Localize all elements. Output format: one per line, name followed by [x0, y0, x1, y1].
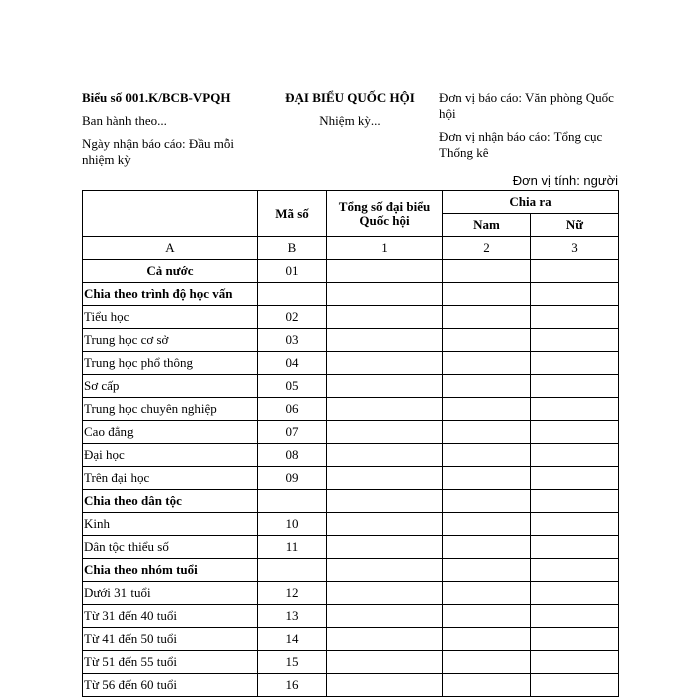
row-label: Trên đại học: [83, 467, 258, 490]
table-row: [83, 260, 619, 283]
row-code: 06: [258, 398, 327, 421]
value-cell: [443, 674, 531, 697]
value-cell: [531, 536, 619, 559]
index-a: A: [83, 237, 258, 260]
table-row: [83, 559, 619, 582]
receiving-unit: Đơn vị nhận báo cáo: Tổng cục Thống kê: [439, 129, 603, 160]
value-cell: [327, 582, 443, 605]
value-cell: [531, 398, 619, 421]
value-cell: [327, 490, 443, 513]
value-cell: [327, 559, 443, 582]
value-cell: [531, 605, 619, 628]
value-cell: [531, 467, 619, 490]
row-code: 04: [258, 352, 327, 375]
header-label-cell: [83, 191, 258, 237]
row-label: Từ 31 đến 40 tuổi: [83, 605, 258, 628]
row-code: 05: [258, 375, 327, 398]
value-cell: [327, 398, 443, 421]
value-cell: [531, 513, 619, 536]
value-cell: [443, 513, 531, 536]
row-code: 07: [258, 421, 327, 444]
value-cell: [443, 306, 531, 329]
unit-label: Đơn vị tính: người: [512, 173, 618, 188]
header-right: [439, 90, 624, 161]
row-label: Chia theo trình độ học vấn: [83, 283, 258, 306]
header-center: [270, 90, 430, 129]
value-cell: [327, 352, 443, 375]
header-left: [82, 90, 257, 168]
value-cell: [443, 421, 531, 444]
row-code: 02: [258, 306, 327, 329]
value-cell: [443, 260, 531, 283]
table-row: [83, 306, 619, 329]
row-code: 11: [258, 536, 327, 559]
table-row: [83, 283, 619, 306]
row-code: 03: [258, 329, 327, 352]
form-id: Biểu số 001.K/BCB-VPQH: [82, 90, 231, 105]
value-cell: [443, 628, 531, 651]
table-row: [83, 444, 619, 467]
value-cell: [443, 375, 531, 398]
table-row: [83, 421, 619, 444]
value-cell: [443, 559, 531, 582]
term: Nhiệm kỳ...: [319, 113, 381, 128]
row-code: [258, 490, 327, 513]
header-code: Mã số: [258, 191, 327, 237]
row-label: Từ 41 đến 50 tuổi: [83, 628, 258, 651]
value-cell: [531, 283, 619, 306]
row-label: Sơ cấp: [83, 375, 258, 398]
row-code: [258, 283, 327, 306]
value-cell: [443, 651, 531, 674]
report-title: ĐẠI BIỂU QUỐC HỘI: [285, 90, 415, 105]
row-label: Cao đẳng: [83, 421, 258, 444]
reporting-unit: Đơn vị báo cáo: Văn phòng Quốc hội: [439, 90, 614, 121]
row-label: Từ 56 đến 60 tuổi: [83, 674, 258, 697]
row-code: 12: [258, 582, 327, 605]
value-cell: [327, 628, 443, 651]
header-split: Chia ra: [443, 191, 619, 214]
header-total: Tổng số đại biểu Quốc hội: [327, 191, 443, 237]
row-code: 10: [258, 513, 327, 536]
row-code: [258, 559, 327, 582]
table-row: [83, 628, 619, 651]
value-cell: [531, 306, 619, 329]
value-cell: [443, 352, 531, 375]
row-label: Đại học: [83, 444, 258, 467]
table-row: [83, 536, 619, 559]
row-code: 01: [258, 260, 327, 283]
index-2: 2: [443, 237, 531, 260]
value-cell: [443, 536, 531, 559]
value-cell: [327, 329, 443, 352]
table-row: [83, 490, 619, 513]
value-cell: [327, 605, 443, 628]
value-cell: [327, 651, 443, 674]
value-cell: [443, 329, 531, 352]
value-cell: [327, 283, 443, 306]
value-cell: [531, 260, 619, 283]
header-male: Nam: [443, 214, 531, 237]
value-cell: [531, 490, 619, 513]
table-row: [83, 605, 619, 628]
value-cell: [443, 605, 531, 628]
row-label: Tiểu học: [83, 306, 258, 329]
row-label: Trung học phổ thông: [83, 352, 258, 375]
row-code: 09: [258, 467, 327, 490]
value-cell: [443, 467, 531, 490]
index-b: B: [258, 237, 327, 260]
value-cell: [531, 421, 619, 444]
row-label: Kinh: [83, 513, 258, 536]
table-row: [83, 582, 619, 605]
row-label: Trung học chuyên nghiệp: [83, 398, 258, 421]
value-cell: [531, 352, 619, 375]
value-cell: [443, 582, 531, 605]
row-label: Dưới 31 tuổi: [83, 582, 258, 605]
statistics-table: [82, 190, 619, 697]
table-row: [83, 375, 619, 398]
row-label: Từ 51 đến 55 tuổi: [83, 651, 258, 674]
value-cell: [443, 444, 531, 467]
value-cell: [531, 559, 619, 582]
table-row: [83, 651, 619, 674]
value-cell: [327, 375, 443, 398]
value-cell: [531, 444, 619, 467]
index-3: 3: [531, 237, 619, 260]
table-row: [83, 467, 619, 490]
row-code: 13: [258, 605, 327, 628]
value-cell: [531, 582, 619, 605]
row-label: Dân tộc thiểu số: [83, 536, 258, 559]
header-female: Nữ: [531, 214, 619, 237]
value-cell: [327, 306, 443, 329]
value-cell: [327, 444, 443, 467]
index-1: 1: [327, 237, 443, 260]
value-cell: [327, 536, 443, 559]
value-cell: [443, 283, 531, 306]
row-code: 08: [258, 444, 327, 467]
table-row: [83, 352, 619, 375]
value-cell: [531, 628, 619, 651]
table-row: [83, 398, 619, 421]
row-label: Chia theo dân tộc: [83, 490, 258, 513]
value-cell: [443, 490, 531, 513]
row-label: Trung học cơ sở: [83, 329, 258, 352]
row-label: Chia theo nhóm tuổi: [83, 559, 258, 582]
row-code: 14: [258, 628, 327, 651]
value-cell: [531, 375, 619, 398]
table-row: [83, 674, 619, 697]
value-cell: [443, 398, 531, 421]
value-cell: [327, 421, 443, 444]
row-code: 15: [258, 651, 327, 674]
value-cell: [327, 467, 443, 490]
value-cell: [531, 674, 619, 697]
received-date: Ngày nhận báo cáo: Đầu mỗi nhiệm kỳ: [82, 136, 234, 167]
value-cell: [327, 674, 443, 697]
value-cell: [531, 651, 619, 674]
table-row: [83, 513, 619, 536]
value-cell: [327, 260, 443, 283]
value-cell: [327, 513, 443, 536]
row-label: Cả nước: [83, 260, 258, 283]
issued-by: Ban hành theo...: [82, 113, 167, 128]
table-row: [83, 329, 619, 352]
value-cell: [531, 329, 619, 352]
row-code: 16: [258, 674, 327, 697]
